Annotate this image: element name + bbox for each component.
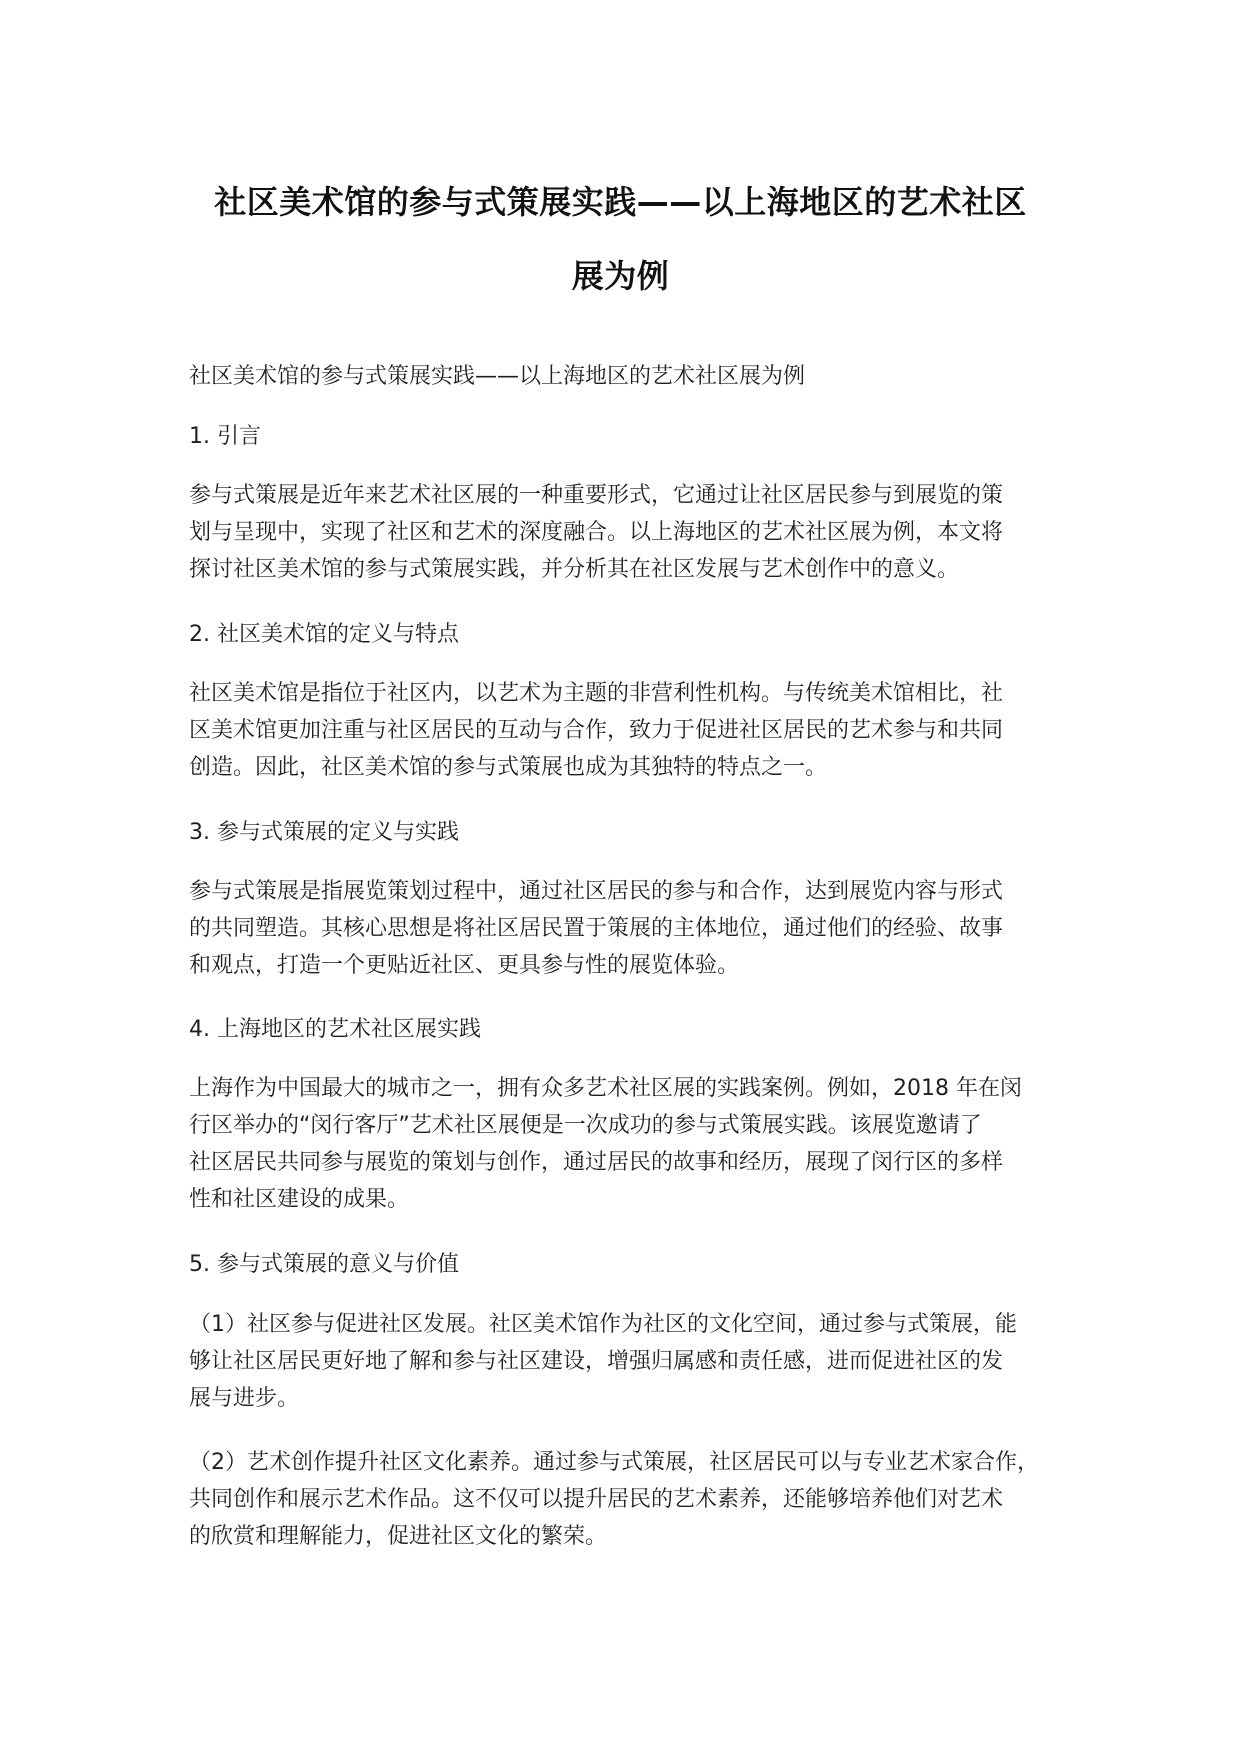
paragraph-line: 行区举办的“闵行客厅”艺术社区展便是一次成功的参与式策展实践。该展览邀请了 bbox=[189, 1113, 982, 1138]
section-2-heading bbox=[189, 616, 1049, 653]
section-1-heading bbox=[189, 418, 1049, 455]
document-title-line-1: 社区美术馆的参与式策展实践——以上海地区的艺术社区 bbox=[214, 183, 1027, 221]
paragraph-line: 探讨社区美术馆的参与式策展实践，并分析其在社区发展与艺术创作中的意义。 bbox=[189, 557, 960, 582]
paragraph-line: 够让社区居民更好地了解和参与社区建设，增强归属感和责任感，进而促进社区的发 bbox=[189, 1349, 1004, 1374]
paragraph-line: 参与式策展是指展览策划过程中，通过社区居民的参与和合作，达到展览内容与形式 bbox=[189, 879, 1004, 904]
section-heading: 5. 参与式策展的意义与价值 bbox=[189, 1252, 459, 1277]
document-title-line-2: 展为例 bbox=[571, 257, 670, 295]
paragraph-line: 的共同塑造。其核心思想是将社区居民置于策展的主体地位，通过他们的经验、故事 bbox=[189, 916, 1004, 941]
paragraph-line: 划与呈现中，实现了社区和艺术的深度融合。以上海地区的艺术社区展为例，本文将 bbox=[189, 520, 1004, 545]
section-5-paragraph-1 bbox=[189, 1306, 1049, 1417]
section-3-heading bbox=[189, 814, 1049, 851]
section-heading: 2. 社区美术馆的定义与特点 bbox=[189, 622, 459, 647]
section-5-paragraph-2 bbox=[189, 1444, 1049, 1555]
section-heading: 4. 上海地区的艺术社区展实践 bbox=[189, 1017, 481, 1042]
paragraph-line: 和观点，打造一个更贴近社区、更具参与性的展览体验。 bbox=[189, 953, 740, 978]
section-heading: 3. 参与式策展的定义与实践 bbox=[189, 820, 459, 845]
paragraph-line: 区美术馆更加注重与社区居民的互动与合作，致力于促进社区居民的艺术参与和共同 bbox=[189, 718, 1004, 743]
paragraph-line: 社区居民共同参与展览的策划与创作，通过居民的故事和经历，展现了闵行区的多样 bbox=[189, 1150, 1004, 1175]
section-2-body bbox=[189, 675, 1049, 786]
paragraph-line: 展与进步。 bbox=[189, 1386, 300, 1411]
section-5-heading bbox=[189, 1246, 1049, 1283]
paragraph-line: 上海作为中国最大的城市之一，拥有众多艺术社区展的实践案例。例如，2018 年在闵 bbox=[189, 1076, 1022, 1101]
paragraph-line: （1）社区参与促进社区发展。社区美术馆作为社区的文化空间，通过参与式策展，能 bbox=[189, 1312, 1017, 1337]
paragraph-line: 的欣赏和理解能力，促进社区文化的繁荣。 bbox=[189, 1524, 608, 1549]
paragraph-line: 性和社区建设的成果。 bbox=[189, 1187, 410, 1212]
subtitle-text: 社区美术馆的参与式策展实践——以上海地区的艺术社区展为例 bbox=[189, 364, 806, 389]
subtitle bbox=[189, 358, 1049, 395]
paragraph-line: 社区美术馆是指位于社区内，以艺术为主题的非营利性机构。与传统美术馆相比，社 bbox=[189, 681, 1004, 706]
section-1-body bbox=[189, 477, 1049, 588]
paragraph-line: 参与式策展是近年来艺术社区展的一种重要形式，它通过让社区居民参与到展览的策 bbox=[189, 483, 1004, 508]
section-4-heading bbox=[189, 1011, 1049, 1048]
paragraph-line: （2）艺术创作提升社区文化素养。通过参与式策展，社区居民可以与专业艺术家合作， bbox=[189, 1450, 1039, 1475]
section-heading: 1. 引言 bbox=[189, 424, 261, 449]
paragraph-line: 共同创作和展示艺术作品。这不仅可以提升居民的艺术素养，还能够培养他们对艺术 bbox=[189, 1487, 1004, 1512]
paragraph-line: 创造。因此，社区美术馆的参与式策展也成为其独特的特点之一。 bbox=[189, 755, 828, 780]
section-3-body bbox=[189, 873, 1049, 984]
section-4-body bbox=[189, 1070, 1049, 1218]
